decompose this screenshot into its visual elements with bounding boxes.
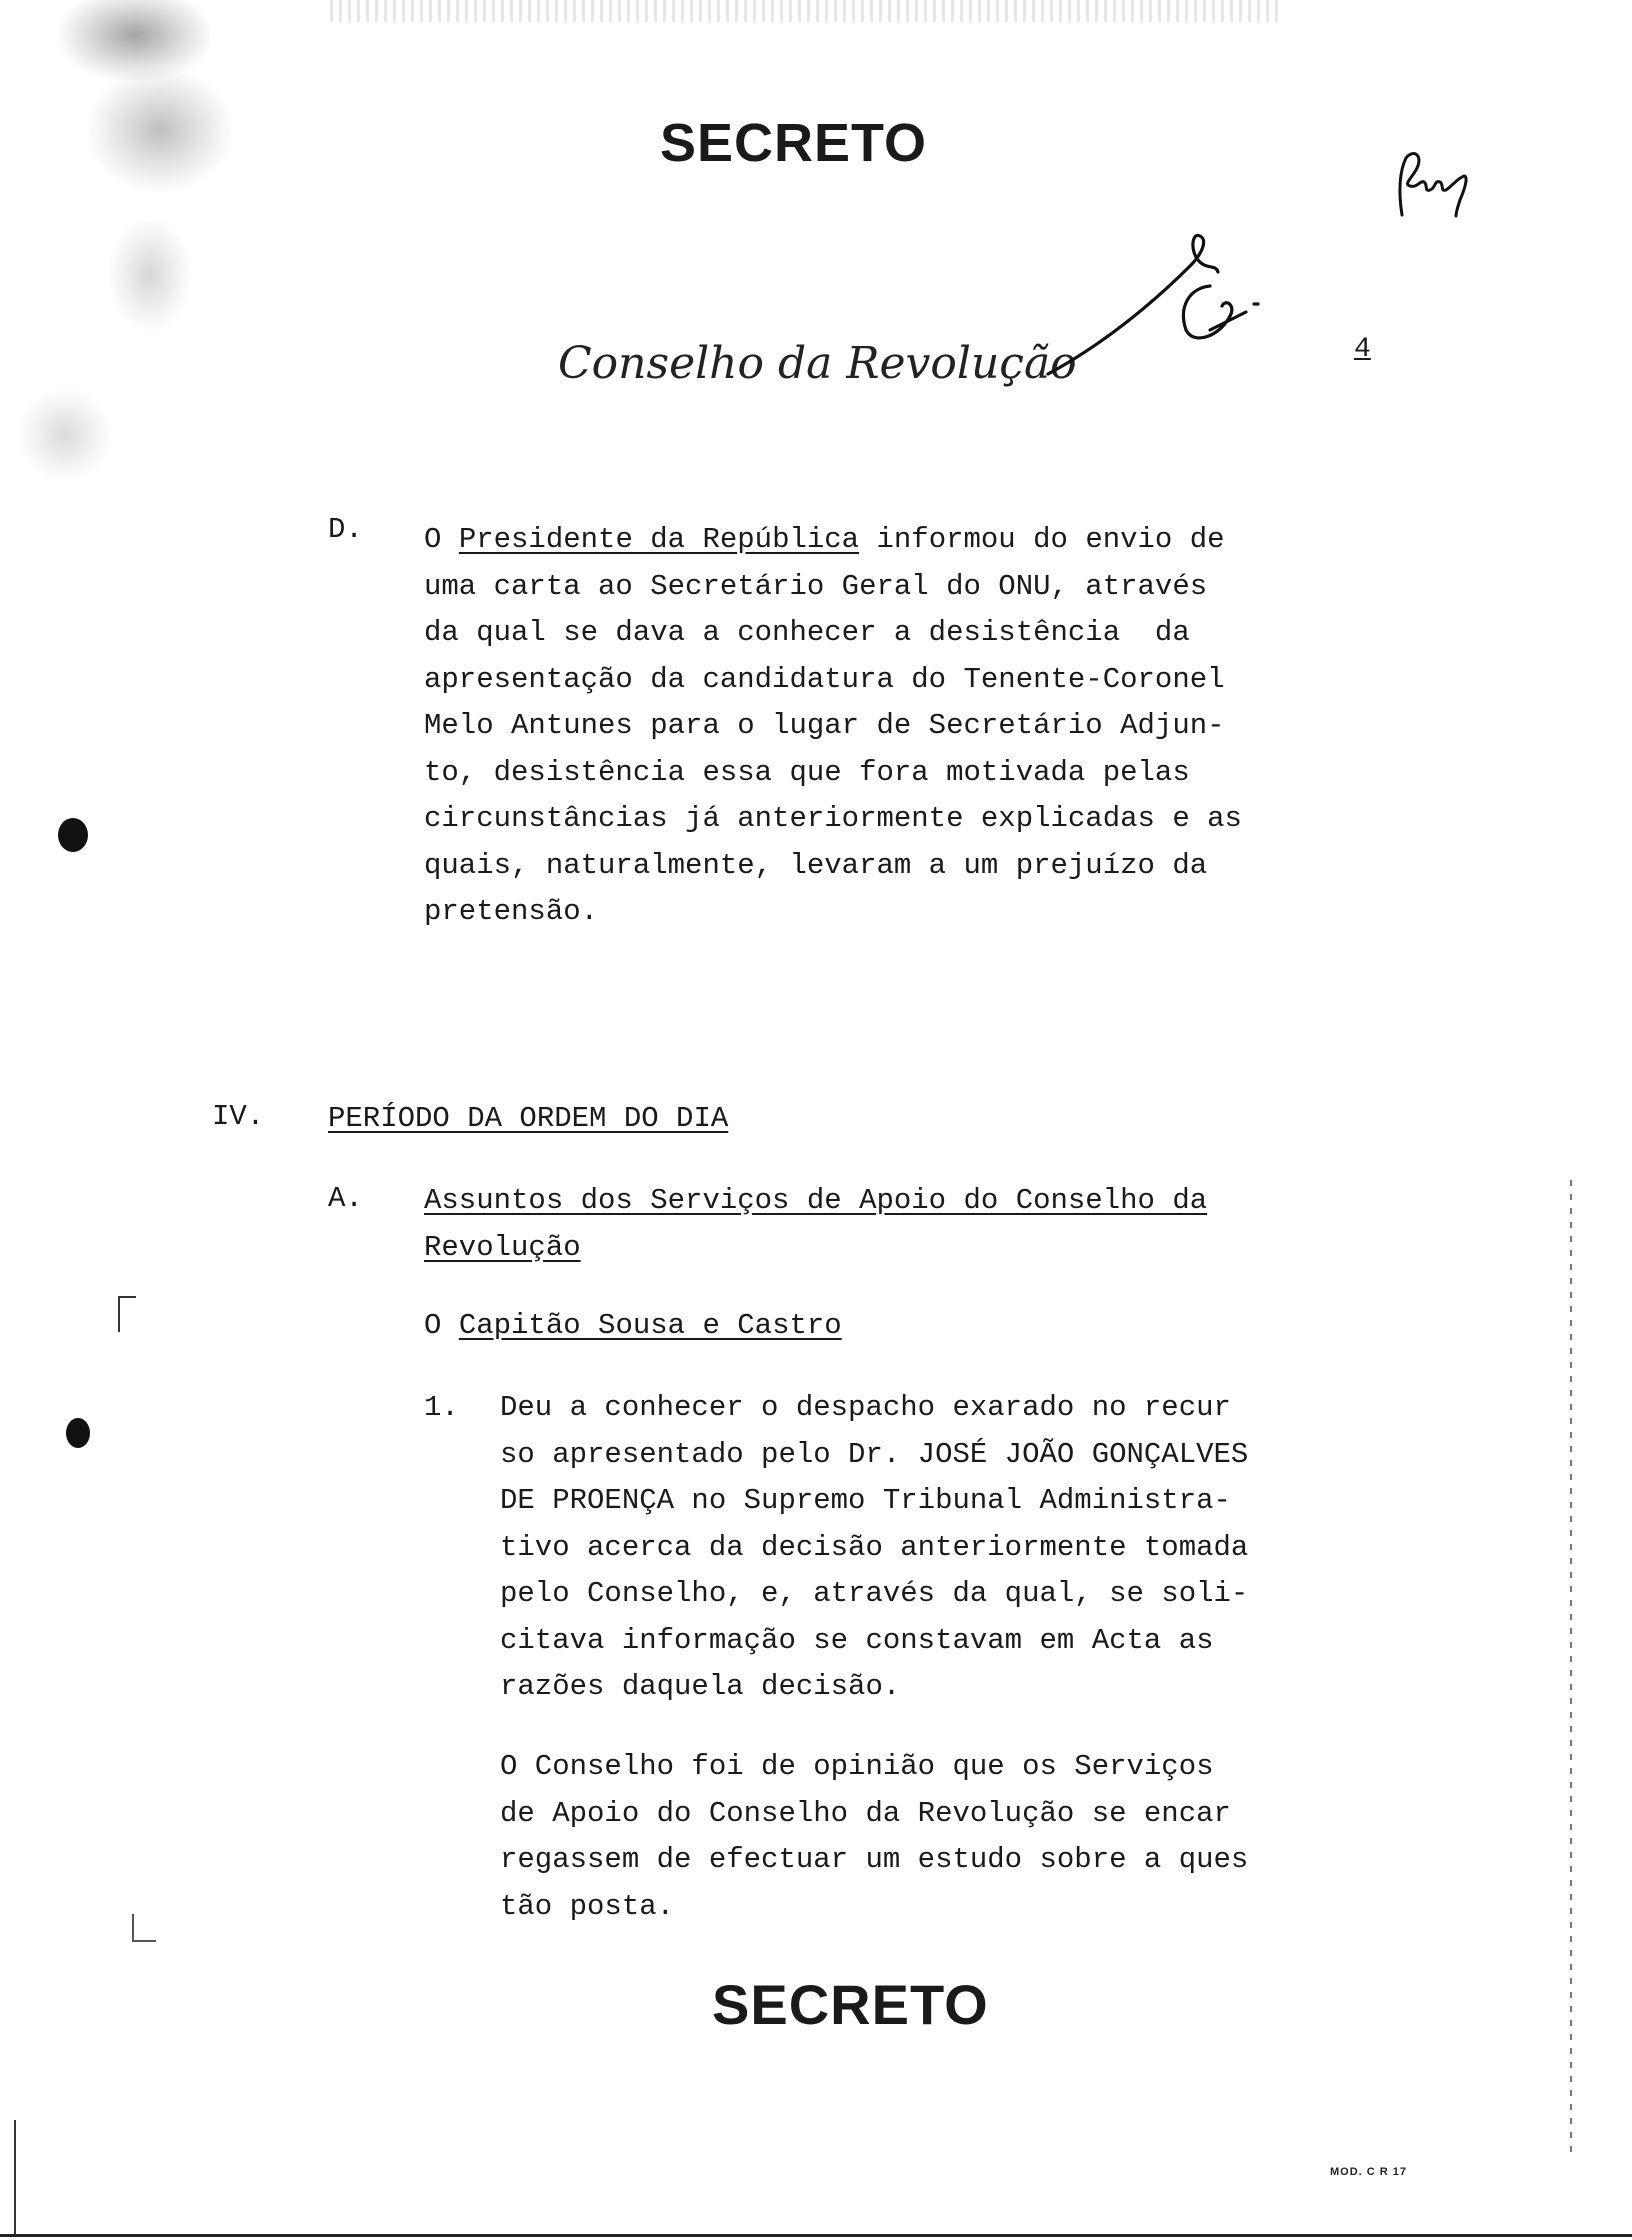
scan-smudge [90,70,230,190]
paragraph-line: Melo Antunes para o lugar de Secretário Adjun- [424,709,1225,742]
handwritten-initials [1380,140,1490,230]
section-a-marker: A. [328,1182,363,1215]
section-iv-marker: IV. [212,1100,265,1133]
paragraph-line: Deu a conhecer o despacho exarado no recur [500,1391,1231,1424]
paragraph-line: quais, naturalmente, levaram a um prejuízo da [424,848,1208,882]
paragraph-line: uma carta ao Secretário Geral do ONU, através [424,569,1208,603]
section-a-title-line: Revolução [424,1230,581,1264]
paragraph-line: citava informação se constavam em Acta as [500,1623,1214,1657]
paragraph-line: circunstâncias já anteriormente explicadas e as [424,802,1242,835]
section-a-title-line: Assuntos dos Serviços de Apoio do Conselho da [424,1184,1208,1217]
paragraph-line: pelo Conselho, e, através da qual, se soli- [500,1577,1249,1610]
item-1-paragraph [500,1385,1248,1711]
form-code: MOD. C R 17 [1330,2166,1408,2178]
speaker-line: O Capitão Sousa e Castro [424,1309,842,1342]
scan-smudge [110,220,190,330]
scan-bottom-edge [0,2234,1632,2237]
crop-mark [132,1914,156,1942]
paragraph-line: tivo acerca da decisão anteriormente tomada [500,1530,1249,1564]
signature [1040,226,1280,386]
page-number: 4 [1354,334,1371,365]
punch-hole [58,818,88,852]
paragraph-line: O Conselho foi de opinião que os Serviços [500,1750,1214,1783]
paragraph-line: da qual se dava a conhecer a desistência da [424,616,1190,649]
secret-stamp-bottom: SECRETO [712,1973,989,2036]
paragraph-line: apresentação da candidatura do Tenente-Coronel [424,662,1225,696]
paragraph-line: pretensão. [424,895,599,928]
presidente-heading: Presidente da República [458,523,860,556]
item-1-paragraph-2 [500,1744,1248,1930]
section-d-paragraph [424,517,1242,936]
speaker-name: Capitão Sousa e Castro [458,1309,842,1342]
paragraph-line: to, desistência essa que fora motivada pelas [424,755,1190,789]
scan-smudge [20,390,110,480]
paragraph-line: de Apoio do Conselho da Revolução se encar [500,1796,1231,1830]
item-1-marker: 1. [424,1391,459,1424]
paragraph-line: DE PROENÇA no Supremo Tribunal Administra- [500,1484,1231,1517]
scan-speckle [330,0,1280,22]
secret-stamp-top: SECRETO [660,113,928,173]
section-iv-title: PERÍODO DA ORDEM DO DIA [328,1102,729,1135]
scan-edge-line [14,2120,16,2235]
scan-edge-line [1570,1180,1572,2160]
crop-mark [118,1296,136,1332]
section-d-marker: D. [328,513,363,546]
paragraph-line: tão posta. [500,1889,675,1923]
scan-smudge [60,0,210,80]
paragraph-line: razões daquela decisão. [500,1670,901,1703]
section-d-lead: O Presidente da República informou do envio de [424,523,1225,556]
paragraph-line: regassem de efectuar um estudo sobre a ques [500,1843,1249,1876]
letterhead-title: Conselho da Revolução [558,338,1077,389]
paragraph-line: so apresentado pelo Dr. JOSÉ JOÃO GONÇALVES [500,1437,1249,1471]
punch-hole [66,1418,90,1448]
section-a-title [424,1178,1207,1271]
